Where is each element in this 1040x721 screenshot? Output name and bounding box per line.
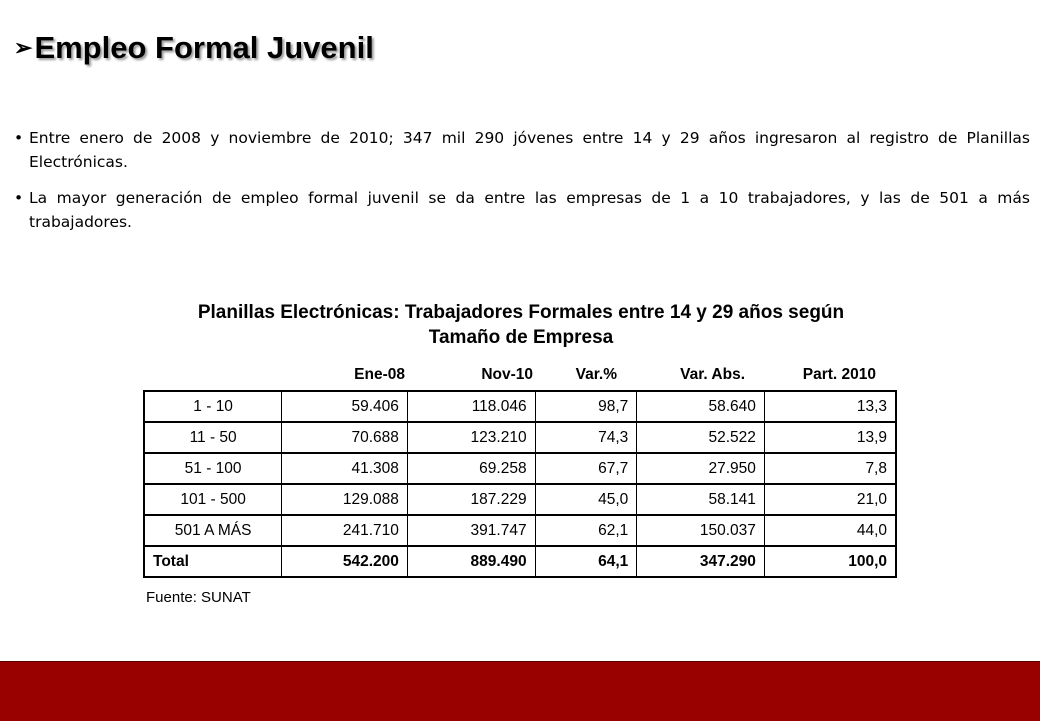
bullet-list <box>14 126 1030 246</box>
table-row <box>144 515 896 546</box>
bullet-text: La mayor generación de empleo formal juvenil se da entre las empresas de 1 a 10 trabajadores, y las de 501 a más trabajadores. <box>29 189 1030 231</box>
cell-var-abs: 58.141 <box>637 484 765 515</box>
cell-var-pct: 64,1 <box>535 546 637 577</box>
header-var-pct: Var.% <box>575 366 617 383</box>
bullet-dot-icon: • <box>14 189 24 207</box>
table-title-line2: Tamaño de Empresa <box>428 327 614 348</box>
footer-bar <box>0 661 1040 721</box>
row-label: 501 A MÁS <box>144 515 282 546</box>
page-title-text: Empleo Formal Juvenil <box>34 30 374 65</box>
cell-var-abs: 347.290 <box>637 546 765 577</box>
cell-var-abs: 150.037 <box>637 515 765 546</box>
table-row <box>144 422 896 453</box>
cell-part-2010: 7,8 <box>764 453 896 484</box>
cell-part-2010: 13,9 <box>764 422 896 453</box>
cell-var-pct: 62,1 <box>535 515 637 546</box>
table-row <box>144 391 896 422</box>
cell-nov-10: 889.490 <box>407 546 535 577</box>
header-var-abs: Var. Abs. <box>680 366 745 383</box>
table-row <box>144 484 896 515</box>
header-part-2010: Part. 2010 <box>802 366 876 383</box>
cell-nov-10: 123.210 <box>407 422 535 453</box>
cell-part-2010: 21,0 <box>764 484 896 515</box>
arrow-bullet-icon: ➢ <box>14 35 33 60</box>
bullet-dot-icon: • <box>14 129 24 147</box>
header-nov-10: Nov-10 <box>481 366 533 383</box>
cell-ene-08: 70.688 <box>282 422 408 453</box>
row-label: 1 - 10 <box>144 391 282 422</box>
bullet-item <box>14 186 1030 234</box>
cell-var-abs: 52.522 <box>637 422 765 453</box>
cell-ene-08: 542.200 <box>282 546 408 577</box>
header-ene-08: Ene-08 <box>354 366 405 383</box>
bullet-text: Entre enero de 2008 y noviembre de 2010; 347 mil 290 jóvenes entre 14 y 29 años ingresaron al registro de Planillas Electrónicas. <box>29 129 1030 171</box>
table-source: Fuente: SUNAT <box>146 589 251 606</box>
cell-part-2010: 44,0 <box>764 515 896 546</box>
table-total-row <box>144 546 896 577</box>
cell-var-pct: 67,7 <box>535 453 637 484</box>
cell-nov-10: 69.258 <box>407 453 535 484</box>
data-table <box>143 390 897 578</box>
page-title <box>14 30 374 66</box>
table-header-row <box>145 363 897 389</box>
cell-var-pct: 45,0 <box>535 484 637 515</box>
cell-var-pct: 98,7 <box>535 391 637 422</box>
table-row <box>144 453 896 484</box>
cell-var-pct: 74,3 <box>535 422 637 453</box>
table-title-line1: Planillas Electrónicas: Trabajadores Formales entre 14 y 29 años según <box>197 302 845 323</box>
cell-nov-10: 187.229 <box>407 484 535 515</box>
cell-ene-08: 129.088 <box>282 484 408 515</box>
cell-ene-08: 241.710 <box>282 515 408 546</box>
row-label: 51 - 100 <box>144 453 282 484</box>
cell-part-2010: 13,3 <box>764 391 896 422</box>
row-label: 101 - 500 <box>144 484 282 515</box>
row-label: Total <box>144 546 282 577</box>
table-title <box>145 300 897 350</box>
cell-var-abs: 27.950 <box>637 453 765 484</box>
cell-nov-10: 391.747 <box>407 515 535 546</box>
row-label: 11 - 50 <box>144 422 282 453</box>
cell-ene-08: 59.406 <box>282 391 408 422</box>
bullet-item <box>14 126 1030 174</box>
cell-nov-10: 118.046 <box>407 391 535 422</box>
cell-part-2010: 100,0 <box>764 546 896 577</box>
cell-ene-08: 41.308 <box>282 453 408 484</box>
cell-var-abs: 58.640 <box>637 391 765 422</box>
